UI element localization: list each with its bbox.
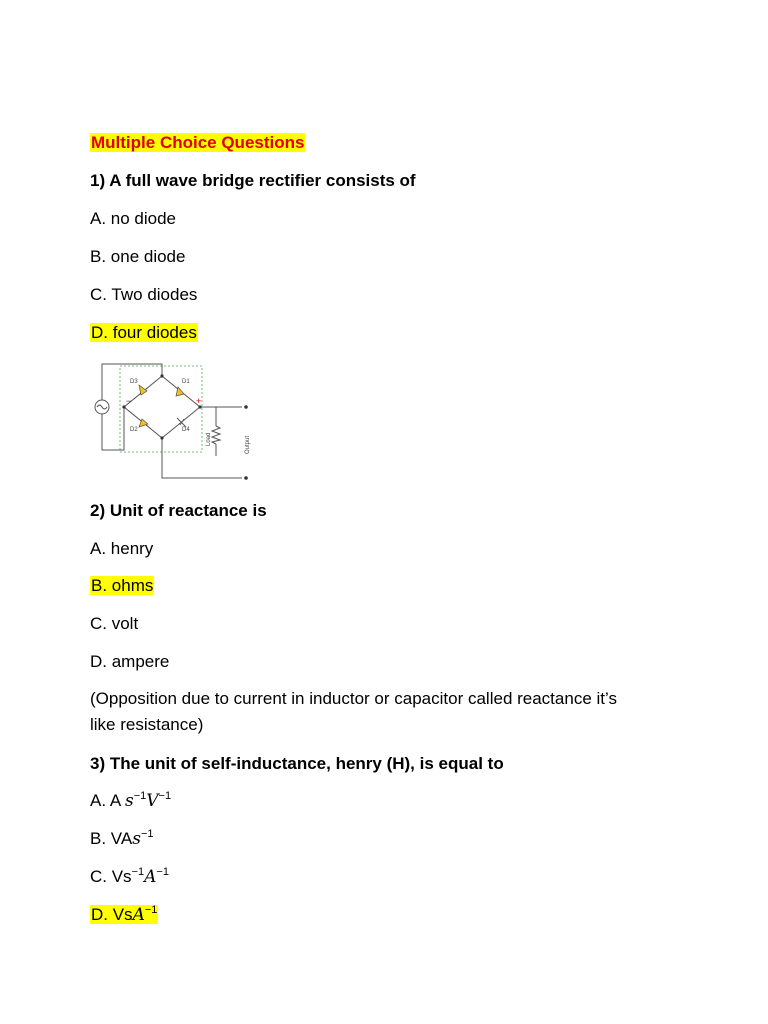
q3-a-v: V [146,791,159,811]
output-terminal-bottom [244,476,248,480]
q2-option-a: A. henry [90,539,154,558]
label-d1: D1 [182,379,190,385]
question-3: 3) The unit of self-inductance, henry (H), is equal to [90,754,504,773]
q3-d-prefix: D. Vs [91,905,133,924]
load-resistor-icon [212,426,220,444]
q3-option-c [90,866,169,888]
q3-a-prefix: A. A [90,791,125,810]
q1-option-d-wrap [90,322,198,344]
q3-d-a: A [132,905,145,925]
q3-a-exp2: −1 [158,790,172,802]
output-terminal-top [244,405,248,409]
q2-note-line-2: like resistance) [90,715,204,734]
q3-c-exp1: −1 [156,866,169,878]
q3-a-exp1: −1 [133,790,147,802]
q3-c-exp0: −1 [131,866,145,878]
q1-option-c: C. Two diodes [90,285,198,304]
q2-option-b-wrap [90,575,154,597]
heading-wrap [90,132,305,154]
q3-option-d-answer [90,905,158,924]
q3-option-d-wrap [90,904,158,926]
question-2: 2) Unit of reactance is [90,501,267,520]
q3-b-s: s [132,829,141,849]
q3-c-prefix: C. Vs [90,867,132,886]
label-d4: D4 [182,427,190,433]
q2-option-d: D. ampere [90,652,170,671]
label-plus: + [196,396,202,406]
q1-option-d-answer: D. four diodes [91,323,197,342]
q3-b-exp1: −1 [140,828,154,840]
q2-note-line-1: (Opposition due to current in inductor or capacitor called reactance it’s [90,689,617,708]
q3-b-prefix: B. VA [90,829,133,848]
q3-option-b [90,828,153,850]
q3-c-a: A [144,867,157,887]
label-output: Output [245,435,251,454]
question-1: 1) A full wave bridge rectifier consists of [90,171,416,190]
rectifier-circuit-figure [90,360,260,485]
q2-option-b-answer: B. ohms [91,576,154,595]
bridge-rectifier-diagram [90,360,260,485]
q3-a-s: s [124,791,134,811]
q1-option-a: A. no diode [90,209,177,228]
q1-option-b: B. one diode [90,247,186,266]
node-bottom [160,436,163,439]
section-heading: Multiple Choice Questions [91,133,305,152]
q2-option-c: C. volt [90,614,139,633]
node-top [160,374,163,377]
label-d2: D2 [130,427,138,433]
label-d3: D3 [130,379,138,385]
label-minus: − [126,396,132,406]
q3-option-a [90,790,171,812]
q2-note [90,686,690,738]
label-load: Load [206,432,212,446]
q3-d-exp1: −1 [144,904,158,916]
